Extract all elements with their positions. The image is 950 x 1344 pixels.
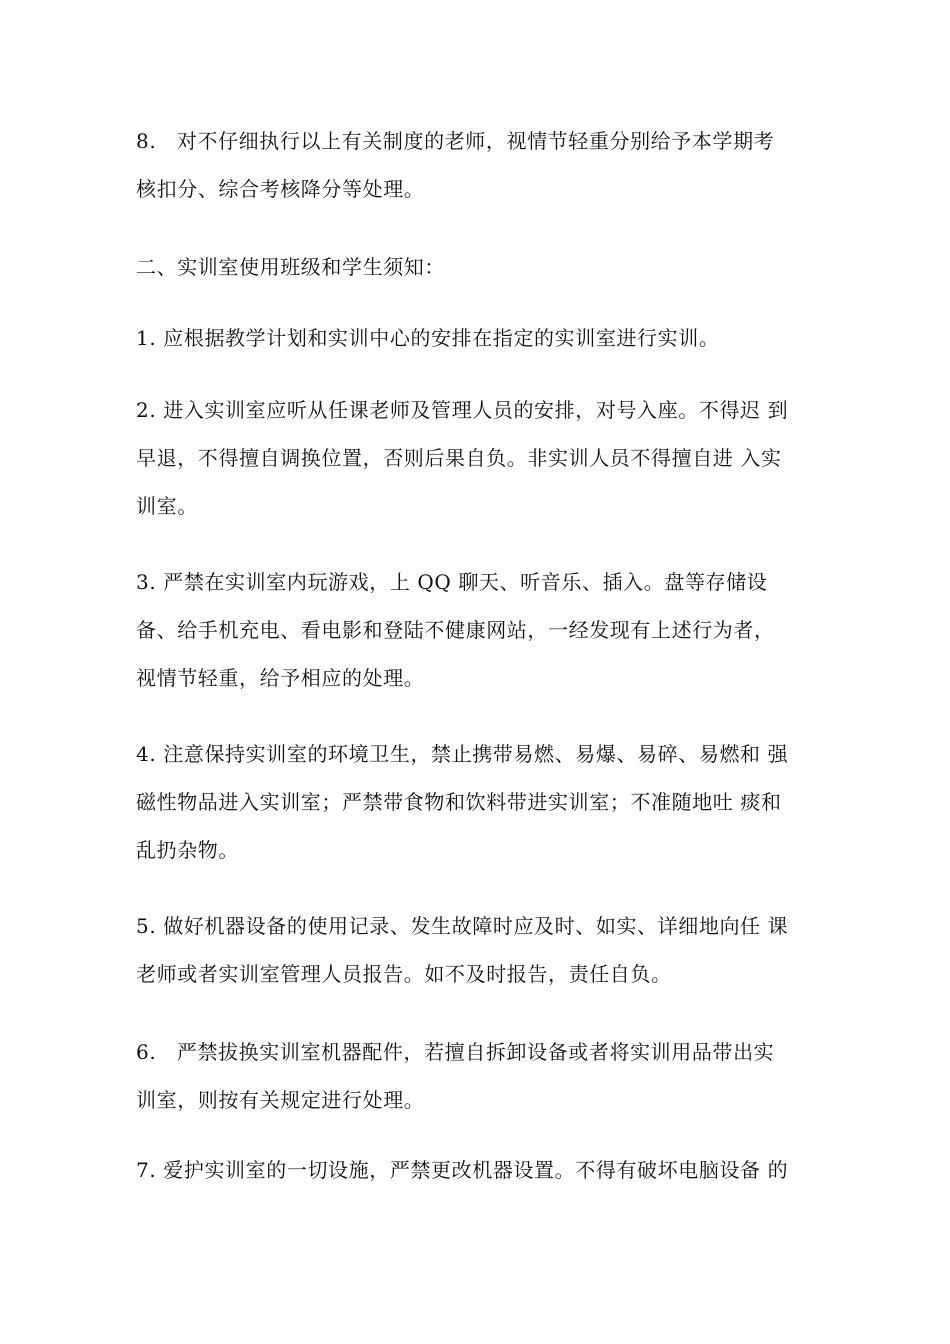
text-line: 3. 严禁在实训室内玩游戏，上 QQ 聊天、听音乐、插入。盘等存储设 [136, 570, 768, 594]
text-line: 磁性物品进入实训室；严禁带食物和饮料带进实训室；不准随地吐 痰和 [136, 790, 782, 814]
paragraph-rule-3 [136, 558, 826, 702]
paragraph-rule-7 [136, 1146, 826, 1194]
text-line: 训室。 [136, 494, 198, 518]
text-line: 老师或者实训室管理人员报告。如不及时报告，责任自负。 [136, 962, 672, 986]
paragraph-rule-2 [136, 386, 826, 530]
paragraph-rule-8-teachers [136, 117, 826, 213]
text-line: 乱扔杂物。 [136, 838, 239, 862]
text-line: 2. 进入实训室应听从任课老师及管理人员的安排，对号入座。不得迟 到 [136, 398, 789, 422]
text-line: 4. 注意保持实训室的环境卫生，禁止携带易燃、易爆、易碎、易燃和 强 [136, 742, 789, 766]
text-line: 8. 对不仔细执行以上有关制度的老师，视情节轻重分别给予本学期考 [136, 129, 775, 153]
paragraph-rule-1 [136, 314, 826, 362]
text-line: 6. 严禁拔换实训室机器配件，若擅自拆卸设备或者将实训用品带出实 [136, 1040, 775, 1064]
section-heading-student-rules [136, 243, 826, 291]
text-line: 二、实训室使用班级和学生须知： [136, 255, 445, 279]
text-line: 核扣分、综合考核降分等处理。 [136, 177, 425, 201]
paragraph-rule-4 [136, 730, 826, 874]
text-line: 训室，则按有关规定进行处理。 [136, 1088, 425, 1112]
text-line: 7. 爱护实训室的一切设施，严禁更改机器设置。不得有破坏电脑设备 的 [136, 1158, 789, 1182]
paragraph-rule-5 [136, 902, 826, 998]
text-line: 1. 应根据教学计划和实训中心的安排在指定的实训室进行实训。 [136, 326, 720, 350]
text-line: 视情节轻重，给予相应的处理。 [136, 666, 425, 690]
text-line: 5. 做好机器设备的使用记录、发生故障时应及时、如实、详细地向任 课 [136, 914, 789, 938]
text-line: 备、给手机充电、看电影和登陆不健康网站，一经发现有上述行为者， [136, 618, 775, 642]
paragraph-rule-6 [136, 1028, 826, 1124]
text-line: 早退，不得擅自调换位置，否则后果自负。非实训人员不得擅自进 入实 [136, 446, 782, 470]
